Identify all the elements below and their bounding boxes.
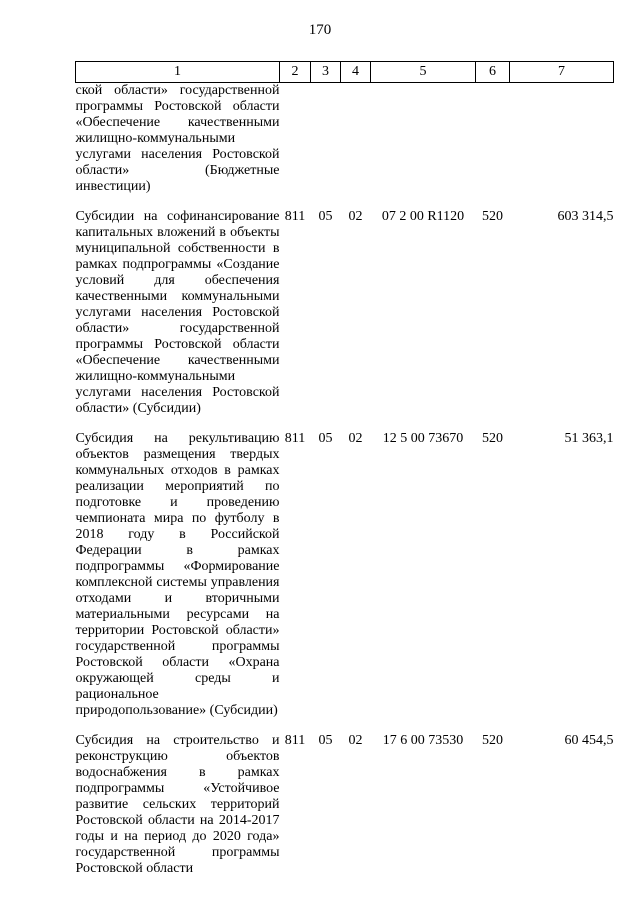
row-ministry-code: 811 bbox=[284, 431, 306, 446]
row-amount: 51 363,1 bbox=[564, 431, 614, 446]
row-subsection-code bbox=[341, 83, 371, 196]
row-ministry-code: 811 bbox=[284, 733, 306, 748]
row-expense-type-code: 520 bbox=[482, 209, 503, 224]
table-row bbox=[76, 431, 614, 719]
row-description: Субсидия на рекультивацию объектов размещения твердых коммунальных отходов в рамках реализации мероприятий по подготовке и проведению чемпионата мира по футболу в 2018 году в Российской Федерации в рамках подпрограммы «Формирование комплексной системы управления отходами и вторичными материальными ресурсами на территории Ростовской области» государственной программы Ростовской области «Охрана окружающей среды и рациональное природопользование» (Субсидии) bbox=[75, 431, 280, 718]
row-expense-type-code bbox=[476, 83, 510, 196]
row-section-code: 05 bbox=[318, 209, 333, 224]
row-target-code bbox=[371, 83, 476, 196]
table-row bbox=[76, 83, 614, 196]
budget-table bbox=[75, 61, 614, 877]
row-target-code: 17 6 00 73530 bbox=[382, 733, 464, 748]
column-header: 7 bbox=[510, 62, 614, 83]
row-section-code: 05 bbox=[318, 431, 333, 446]
row-target-code: 12 5 00 73670 bbox=[382, 431, 464, 446]
row-amount bbox=[510, 83, 614, 196]
table-row bbox=[76, 733, 614, 877]
row-ministry-code bbox=[280, 83, 311, 196]
column-header: 1 bbox=[76, 62, 280, 83]
row-description: Субсидия на строительство и реконструкцию объектов водоснабжения в рамках подпрограммы «Устойчивое развитие сельских территорий Ростовской области на 2014-2017 годы и на период до 2020 года» государственной программы Ростовской области bbox=[75, 733, 280, 876]
column-header: 5 bbox=[371, 62, 476, 83]
row-expense-type-code: 520 bbox=[482, 431, 503, 446]
row-section-code: 05 bbox=[318, 733, 333, 748]
row-expense-type-code: 520 bbox=[482, 733, 503, 748]
row-ministry-code: 811 bbox=[284, 209, 306, 224]
table-header-row bbox=[76, 62, 614, 83]
column-header: 4 bbox=[341, 62, 371, 83]
row-description: ской области» государственной программы Ростовской области «Обеспечение качественными жилищно-коммунальными услугами населения Ростовской области» (Бюджетные инвестиции) bbox=[75, 83, 280, 194]
column-header: 3 bbox=[311, 62, 341, 83]
row-target-code: 07 2 00 R1120 bbox=[381, 209, 465, 224]
page-number: 170 bbox=[308, 22, 332, 38]
row-subsection-code: 02 bbox=[348, 733, 363, 748]
row-description: Субсидии на софинансирование капитальных вложений в объекты муниципальной собственности в рамках подпрограммы «Создание условий для обеспечения качественными коммунальными услугами населения Ростовской области» государственной программы Ростовской области «Обеспечение качественными жилищно-коммунальными услугами населения Ростовской области» (Субсидии) bbox=[75, 209, 280, 416]
row-subsection-code: 02 bbox=[348, 431, 363, 446]
row-section-code bbox=[311, 83, 341, 196]
row-amount: 603 314,5 bbox=[557, 209, 614, 224]
row-amount: 60 454,5 bbox=[564, 733, 614, 748]
column-header: 2 bbox=[280, 62, 311, 83]
row-subsection-code: 02 bbox=[348, 209, 363, 224]
column-header: 6 bbox=[476, 62, 510, 83]
table-row bbox=[76, 209, 614, 417]
